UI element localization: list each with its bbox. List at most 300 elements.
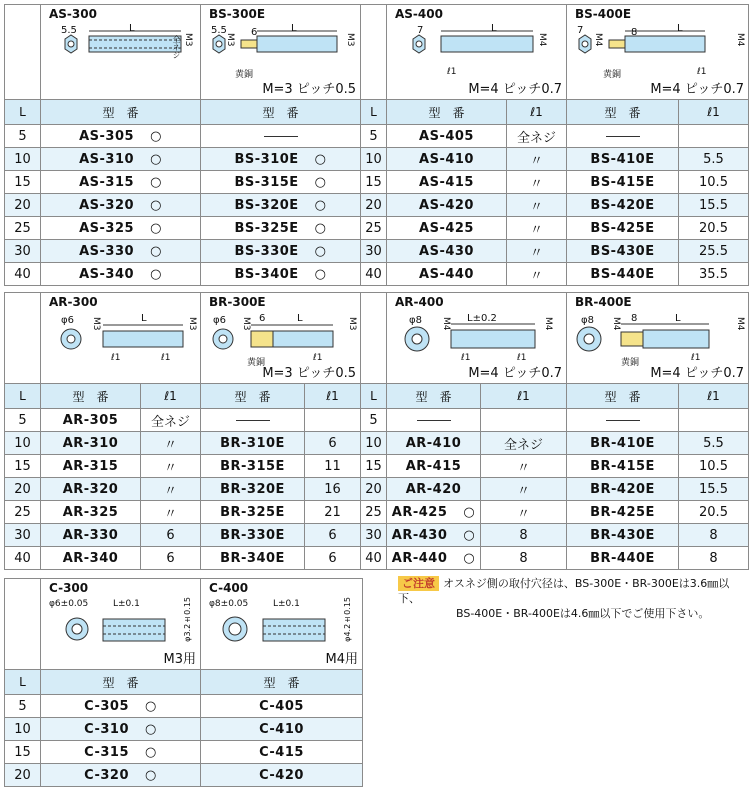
model-cell-text: AS-405 [419, 128, 474, 144]
model-cell [41, 217, 201, 240]
stock-mark: ○ [145, 721, 157, 737]
col-l: L [5, 100, 41, 125]
as300-dim-l: L [129, 23, 135, 34]
c300-usage: M3用 [163, 652, 196, 667]
col-model: 型 番 [41, 670, 201, 695]
length-cell [5, 478, 41, 501]
model-cell [201, 194, 361, 217]
table-row [5, 194, 749, 217]
fig-cell-c400 [201, 579, 363, 670]
pitch-m4-1: M=4 ピッチ0.7 [468, 82, 562, 97]
length-cell-text: 5 [18, 412, 27, 428]
model-cell-text: BR-415E [590, 458, 655, 474]
model-cell-text: BS-320E [234, 197, 299, 213]
model-cell-text: AS-425 [419, 220, 474, 236]
table-row [5, 718, 363, 741]
model-cell [201, 240, 361, 263]
model-cell-text: C-305 [84, 698, 130, 714]
l1-cell [305, 455, 361, 478]
model-cell-text: BR-420E [590, 481, 655, 497]
bs300e-dim-6: 6 [251, 27, 258, 38]
l1-cell-text: 6 [328, 527, 337, 543]
l1-cell-text: 5.5 [703, 435, 724, 451]
bs400e-dim-8: 8 [631, 27, 638, 38]
stock-mark: ○ [145, 698, 157, 714]
length-cell [361, 524, 387, 547]
model-cell-text: BR-325E [220, 504, 285, 520]
l1-cell [305, 409, 361, 432]
l1-cell-text: 16 [324, 481, 341, 497]
model-cell [567, 478, 679, 501]
col-l1: ℓ1 [481, 384, 567, 409]
l1-cell [507, 148, 567, 171]
model-cell [567, 524, 679, 547]
stock-mark: ○ [314, 266, 327, 282]
length-cell-text: 40 [365, 550, 382, 566]
table-row [5, 432, 749, 455]
l1-cell-text: 8 [519, 527, 528, 543]
model-cell-text: AS-430 [419, 243, 474, 259]
l1-cell [507, 263, 567, 286]
l1-cell-text: 20.5 [699, 504, 728, 520]
bs400e-dim-hex: 7 [577, 25, 584, 36]
stock-mark: ○ [150, 220, 162, 236]
model-cell [201, 547, 305, 570]
header-blank-2 [361, 5, 387, 100]
length-cell-text: 15 [365, 174, 382, 190]
model-cell-text: AS-305 [79, 128, 135, 144]
l1-cell [481, 547, 567, 570]
br300e-dim-l1: ℓ1 [313, 353, 323, 363]
l1-cell [507, 217, 567, 240]
title-ar400: AR-400 [395, 295, 444, 309]
length-cell-text: 15 [14, 458, 31, 474]
model-cell [387, 240, 507, 263]
l1-cell-text: 全ネジ [516, 130, 556, 146]
model-cell [41, 432, 141, 455]
l1-cell [141, 524, 201, 547]
model-cell-text: C-320 [84, 767, 130, 783]
length-cell [361, 432, 387, 455]
length-cell-text: 10 [14, 721, 31, 737]
length-cell-text: 40 [14, 266, 31, 282]
col-model: 型 番 [201, 384, 305, 409]
model-cell [567, 455, 679, 478]
l1-cell [679, 263, 749, 286]
title-br400e: BR-400E [575, 295, 632, 309]
c400-drawing [219, 609, 349, 649]
pitch-m3-2: M=3 ピッチ0.5 [262, 366, 356, 381]
model-cell-text: AS-320 [79, 197, 135, 213]
l1-cell-text: 〃 [529, 176, 543, 192]
ar400-dim-m2: M4 [543, 317, 553, 331]
length-cell-text: 15 [14, 744, 31, 760]
length-cell-text: 30 [365, 243, 382, 259]
length-cell [361, 263, 387, 286]
c400-dim-l: L±0.1 [273, 599, 300, 609]
col-model: 型 番 [41, 100, 201, 125]
model-cell [567, 432, 679, 455]
l1-cell-text: 〃 [163, 483, 177, 499]
length-cell [361, 217, 387, 240]
ar400-dim-l: L±0.2 [467, 313, 497, 324]
length-cell-text: 25 [14, 504, 31, 520]
table-row [5, 547, 749, 570]
col-model: 型 番 [387, 100, 507, 125]
model-cell [201, 455, 305, 478]
bs300e-dim-l: L [291, 23, 297, 34]
l1-cell [305, 432, 361, 455]
length-cell [361, 501, 387, 524]
col-model: 型 番 [387, 384, 481, 409]
bs400e-dim-l1: ℓ1 [697, 67, 707, 77]
length-cell-text: 30 [365, 527, 382, 543]
length-cell-text: 10 [14, 435, 31, 451]
length-cell-text: 5 [369, 128, 378, 144]
l1-cell-text: 〃 [529, 245, 543, 261]
stock-mark: ○ [314, 197, 327, 213]
l1-cell [679, 501, 749, 524]
col-l: L [361, 384, 387, 409]
col-model: 型 番 [567, 100, 679, 125]
model-cell [41, 125, 201, 148]
title-as300: AS-300 [49, 7, 97, 21]
model-cell [41, 194, 201, 217]
l1-cell [481, 455, 567, 478]
l1-cell [679, 478, 749, 501]
model-cell [41, 695, 201, 718]
as400-drawing [407, 25, 557, 75]
l1-cell-text: 15.5 [699, 197, 728, 213]
br400e-brass: 黄銅 [621, 358, 640, 368]
dash-line [417, 420, 451, 421]
l1-cell-text: 15.5 [699, 481, 728, 497]
as300-dim-hex: 5.5 [61, 25, 77, 36]
l1-cell-text: 〃 [516, 483, 530, 499]
c400-usage: M4用 [325, 652, 358, 667]
col-l1: ℓ1 [305, 384, 361, 409]
fig-cell-ar300 [41, 293, 201, 384]
model-cell [387, 263, 507, 286]
length-cell [361, 171, 387, 194]
br400e-dim-l: L [675, 313, 681, 324]
length-cell-text: 30 [14, 243, 31, 259]
c300-dim-inner: φ3.2±0.15 [183, 597, 192, 642]
model-cell-text: AR-315 [62, 458, 119, 474]
bs400e-dim-m1: M4 [593, 33, 603, 47]
model-cell [201, 695, 363, 718]
table-row [5, 524, 749, 547]
length-cell-text: 5 [369, 412, 378, 428]
l1-cell-text: 〃 [529, 199, 543, 215]
model-cell-text: C-410 [259, 721, 304, 737]
model-cell-text: AR-430 [391, 527, 448, 543]
l1-cell [305, 524, 361, 547]
model-cell-text: BS-420E [590, 197, 655, 213]
c400-dim-dia: φ8±0.05 [209, 599, 249, 609]
caution-line1: オスネジ側の取付穴径は、BS-300E・BR-300Eは3.6㎜以下、 [398, 577, 730, 605]
model-cell-text: AS-415 [419, 174, 474, 190]
l1-cell-text: 全ネジ [503, 437, 543, 453]
model-cell [387, 501, 481, 524]
l1-cell [141, 478, 201, 501]
bs300e-dim-m1: M3 [225, 33, 235, 47]
fig-cell-br400e [567, 293, 749, 384]
stock-mark: ○ [314, 151, 327, 167]
length-cell-text: 5 [18, 128, 27, 144]
model-cell [41, 478, 141, 501]
l1-cell-text: 〃 [516, 460, 530, 476]
model-cell-text: BR-330E [220, 527, 285, 543]
table-row [5, 148, 749, 171]
dash-line [606, 420, 640, 421]
ar300-dim-m1: M3 [91, 317, 101, 331]
l1-cell [679, 455, 749, 478]
stock-mark: ○ [150, 266, 162, 282]
br300e-dim-l: L [297, 313, 303, 324]
header-blank-4 [361, 293, 387, 384]
pitch-m3-1: M=3 ピッチ0.5 [262, 82, 356, 97]
model-cell [201, 432, 305, 455]
model-cell-text: C-420 [259, 767, 304, 783]
fig-cell-bs300e [201, 5, 361, 100]
model-cell-text: AR-305 [62, 412, 119, 428]
table-row [5, 240, 749, 263]
table-row [5, 741, 363, 764]
table2-header [5, 384, 749, 409]
model-cell [387, 547, 481, 570]
ar300-dim-l: L [141, 313, 147, 324]
ar300-dim-m2: M3 [187, 317, 197, 331]
model-cell-text: AR-410 [405, 435, 462, 451]
l1-cell-text: 10.5 [699, 458, 728, 474]
table-c [4, 578, 363, 787]
length-cell-text: 20 [14, 481, 31, 497]
l1-cell-text: 〃 [163, 437, 177, 453]
length-cell [5, 240, 41, 263]
br300e-dim-dia: φ6 [213, 315, 226, 326]
dash-line [606, 136, 640, 137]
l1-cell [507, 125, 567, 148]
model-cell [41, 240, 201, 263]
model-cell-text: AR-330 [62, 527, 119, 543]
ar400-drawing [401, 317, 551, 367]
l1-cell [679, 125, 749, 148]
l1-cell [481, 409, 567, 432]
model-cell [567, 194, 679, 217]
model-cell-text: AS-440 [419, 266, 474, 282]
stock-mark: ○ [314, 174, 327, 190]
model-cell [567, 547, 679, 570]
model-cell-text: BR-425E [590, 504, 655, 520]
length-cell [5, 524, 41, 547]
model-cell-text: AR-325 [62, 504, 119, 520]
model-cell [41, 263, 201, 286]
fig-cell-c300 [41, 579, 201, 670]
model-cell [201, 217, 361, 240]
br300e-brass: 黄銅 [247, 358, 266, 368]
model-cell-text: BS-340E [234, 266, 299, 282]
bs300e-brass: 黄銅 [235, 70, 254, 80]
l1-cell [679, 240, 749, 263]
l1-cell [141, 432, 201, 455]
title-br300e: BR-300E [209, 295, 266, 309]
length-cell [361, 194, 387, 217]
l1-cell-text: 6 [166, 527, 175, 543]
l1-cell-text: 〃 [516, 506, 530, 522]
col-model: 型 番 [41, 384, 141, 409]
l1-cell-text: 〃 [529, 268, 543, 284]
model-cell [201, 409, 305, 432]
length-cell [5, 718, 41, 741]
model-cell-text: BR-315E [220, 458, 285, 474]
model-cell [201, 741, 363, 764]
fig-cell-as400 [387, 5, 567, 100]
model-cell [567, 171, 679, 194]
model-cell-text: AS-410 [419, 151, 474, 167]
stock-mark: ○ [145, 744, 157, 760]
l1-cell-text: 35.5 [699, 266, 728, 282]
table-as-bs [4, 4, 749, 286]
length-cell-text: 30 [14, 527, 31, 543]
l1-cell-text: 25.5 [699, 243, 728, 259]
ar400-dim-m1: M4 [441, 317, 451, 331]
model-cell [387, 217, 507, 240]
length-cell-text: 25 [365, 220, 382, 236]
title-bs300e: BS-300E [209, 7, 266, 21]
stock-mark: ○ [150, 128, 162, 144]
br400e-dim-dia: φ8 [581, 315, 594, 326]
header-blank [5, 5, 41, 100]
stock-mark: ○ [145, 767, 157, 783]
br400e-dim-l1: ℓ1 [691, 353, 701, 363]
table-row [5, 171, 749, 194]
l1-cell-text: 〃 [163, 506, 177, 522]
model-cell [567, 148, 679, 171]
fig-cell-bs400e [567, 5, 749, 100]
header-blank-3 [5, 293, 41, 384]
length-cell-text: 25 [14, 220, 31, 236]
l1-cell [679, 524, 749, 547]
caution-tag: ご注意 [398, 576, 439, 591]
br300e-drawing [207, 317, 357, 367]
length-cell [5, 148, 41, 171]
as300-dim-m: M3 [183, 33, 193, 47]
model-cell [201, 764, 363, 787]
model-cell [567, 125, 679, 148]
l1-cell [679, 194, 749, 217]
caution-line2: BS-400E・BR-400Eは4.6㎜以下でご使用下さい。 [456, 607, 710, 620]
model-cell [41, 455, 141, 478]
title-c300: C-300 [49, 581, 89, 595]
model-cell-text: AS-340 [79, 266, 135, 282]
model-cell [41, 171, 201, 194]
model-cell-text: BS-440E [590, 266, 655, 282]
length-cell [361, 547, 387, 570]
model-cell [387, 478, 481, 501]
length-cell [5, 409, 41, 432]
model-cell [201, 478, 305, 501]
dash-line [264, 136, 298, 137]
length-cell [5, 695, 41, 718]
length-cell [5, 455, 41, 478]
l1-cell-text: 〃 [529, 153, 543, 169]
model-cell [567, 240, 679, 263]
col-l1: ℓ1 [679, 384, 749, 409]
l1-cell [481, 501, 567, 524]
length-cell-text: 15 [14, 174, 31, 190]
model-cell [201, 263, 361, 286]
length-cell [361, 455, 387, 478]
br300e-dim-m1: M3 [241, 317, 251, 331]
header-blank-5 [5, 579, 41, 670]
ar300-dim-l1b: ℓ1 [161, 353, 171, 363]
c400-dim-inner: φ4.2±0.15 [343, 597, 352, 642]
model-cell [387, 148, 507, 171]
length-cell-text: 20 [365, 481, 382, 497]
l1-cell-text: 〃 [163, 460, 177, 476]
l1-cell [305, 547, 361, 570]
length-cell-text: 25 [365, 504, 382, 520]
col-l1: ℓ1 [141, 384, 201, 409]
model-cell-text: AR-415 [405, 458, 462, 474]
model-cell [41, 764, 201, 787]
col-l: L [5, 670, 41, 695]
model-cell-text: AS-315 [79, 174, 135, 190]
model-cell-text: BS-410E [590, 151, 655, 167]
br400e-dim-8: 8 [631, 313, 638, 324]
length-cell [5, 194, 41, 217]
model-cell [387, 194, 507, 217]
length-cell [5, 764, 41, 787]
model-cell-text: BS-310E [234, 151, 299, 167]
l1-cell-text: 6 [166, 550, 175, 566]
as400-dim-m: M4 [537, 33, 547, 47]
ar400-dim-dia: φ8 [409, 315, 422, 326]
l1-cell [679, 547, 749, 570]
fig-cell-ar400 [387, 293, 567, 384]
length-cell-text: 40 [365, 266, 382, 282]
col-l1: ℓ1 [507, 100, 567, 125]
model-cell-text: BR-430E [590, 527, 655, 543]
model-cell-text: BR-410E [590, 435, 655, 451]
stock-mark: ○ [463, 504, 476, 520]
stock-mark: ○ [463, 550, 476, 566]
model-cell [387, 409, 481, 432]
model-cell [41, 524, 141, 547]
as400-dim-l: L [491, 23, 497, 34]
fig-cell-br300e [201, 293, 361, 384]
l1-cell-text: 5.5 [703, 151, 724, 167]
ar300-dim-dia: φ6 [61, 315, 74, 326]
stock-mark: ○ [463, 527, 476, 543]
table-row [5, 501, 749, 524]
l1-cell-text: 8 [709, 550, 718, 566]
br300e-dim-m2: M3 [347, 317, 357, 331]
l1-cell [679, 148, 749, 171]
model-cell [387, 524, 481, 547]
table-row [5, 263, 749, 286]
stock-mark: ○ [314, 220, 327, 236]
model-cell-text: BR-440E [590, 550, 655, 566]
model-cell-text: AS-330 [79, 243, 135, 259]
l1-cell [679, 171, 749, 194]
model-cell [387, 171, 507, 194]
l1-cell [141, 501, 201, 524]
table-row [5, 217, 749, 240]
l1-cell [507, 240, 567, 263]
col-l1: ℓ1 [679, 100, 749, 125]
